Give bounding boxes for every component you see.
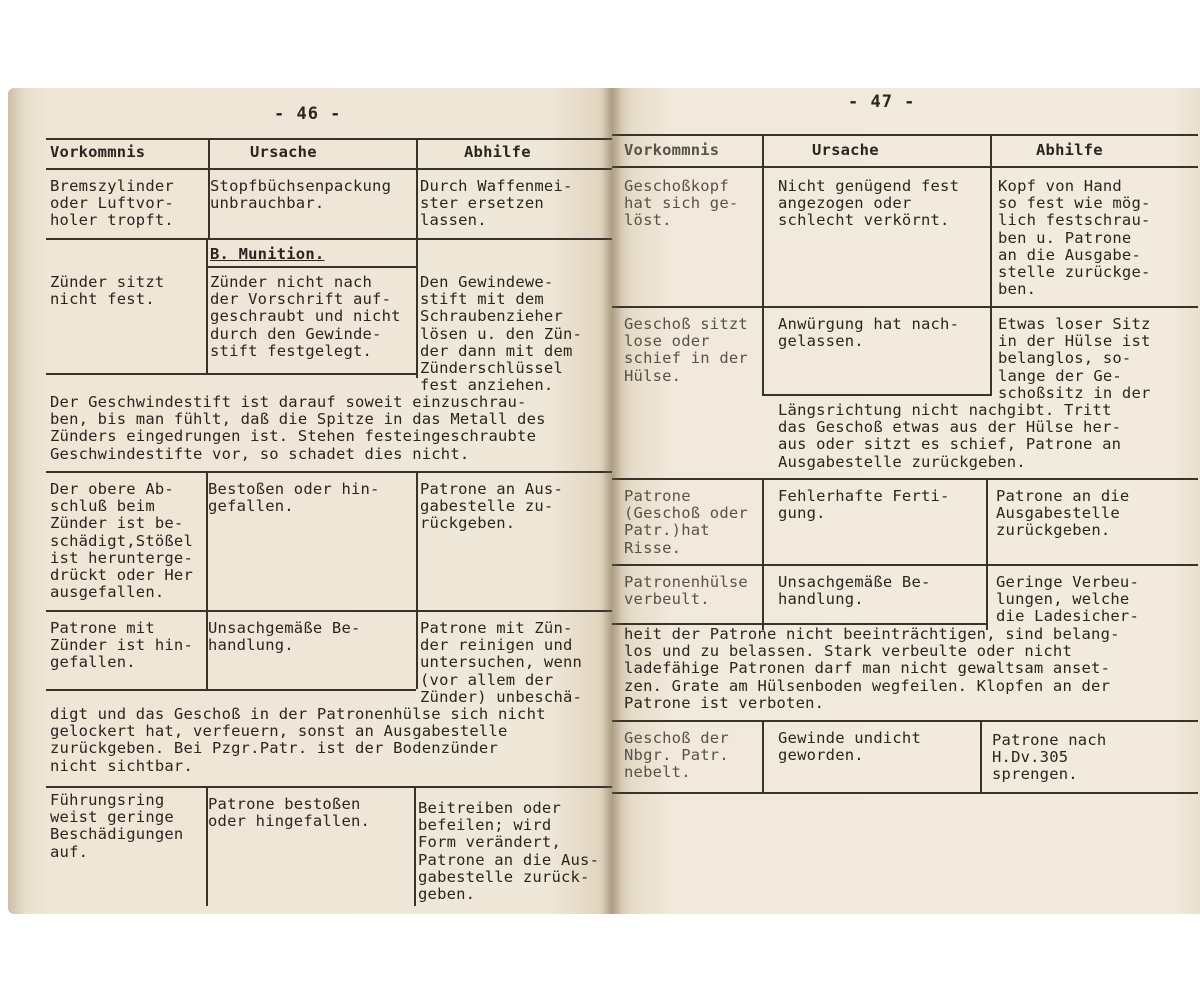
row-rule [612, 478, 1198, 480]
row2-abhilfe: Den Gewindewe- stift mit dem Schraubenzieher lösen u. den Zün- der dann mit dem Zünderschlüssel fest anziehen. [420, 273, 583, 395]
note-paragraph: digt und das Geschoß in der Patronenhülse sich nicht gelockert hat, verfeuern, sonst an Ausgabestelle zurückgeben. Bei Pzgr.Patr. ist der Bodenzünder nicht sichtbar. [50, 705, 546, 775]
header-ursache: Ursache [812, 141, 879, 159]
header-abhilfe: Abhilfe [1036, 141, 1103, 159]
open-book [8, 88, 1200, 914]
row4-vorkommnis: Patronenhülse verbeult. [624, 573, 748, 609]
row2-ursache: Anwürgung hat nach- gelassen. [778, 315, 960, 351]
col-divider [762, 134, 764, 396]
row4-ursache: Unsachgemäße Be- handlung. [208, 619, 361, 655]
header-vorkommnis: Vorkommnis [624, 141, 720, 159]
page-number: - 46 - [274, 104, 342, 124]
note-paragraph: heit der Patrone nicht beeinträchtigen, sind belang- los und zu belassen. Stark verbeulte oder nicht ladefähige Patronen darf man nicht gewaltsam anset- zen. Grate am Hülsenboden wegfeilen. Klopfen an der Patrone ist verboten. [624, 625, 1120, 712]
row4-ursache: Unsachgemäße Be- handlung. [778, 573, 931, 609]
col-divider [414, 786, 416, 906]
page-46 [8, 88, 612, 914]
row4-abhilfe: Geringe Verbeu- lungen, welche die Ladesicher- [996, 573, 1139, 626]
col-divider [762, 720, 764, 792]
col-divider [990, 134, 992, 396]
row-rule [46, 610, 612, 612]
row4-abhilfe: Patrone mit Zün- der reinigen und untersuchen, wenn (vor allem der Zünder) unbeschä- [420, 619, 583, 706]
row4-vorkommnis: Patrone mit Zünder ist hin- gefallen. [50, 619, 193, 672]
col-divider [762, 478, 764, 630]
header-abhilfe: Abhilfe [464, 143, 531, 161]
page-47 [612, 88, 1200, 914]
row3-vorkommnis: Patrone (Geschoß oder Patr.)hat Risse. [624, 487, 748, 557]
table-top-rule [46, 138, 612, 140]
row-rule [46, 471, 612, 473]
table-top-rule [612, 134, 1198, 136]
row3-vorkommnis: Der obere Ab- schluß beim Zünder ist be- schädigt,Stößel ist herunterge- drückt oder Her ausgefallen. [50, 480, 193, 602]
col-divider [416, 138, 418, 378]
col-divider [986, 478, 988, 630]
row-rule [46, 786, 612, 788]
note-paragraph: Der Geschwindestift ist darauf soweit einzuschrau- ben, bis man fühlt, daß die Spitze in das Metall des Zünders eingedrungen ist. Stehen festeingeschraubte Geschwindestifte vor, so schadet dies nicht. [50, 393, 546, 463]
col-divider [980, 720, 982, 792]
row1-abhilfe: Durch Waffenmei- ster ersetzen lassen. [420, 177, 573, 230]
row1-abhilfe: Kopf von Hand so fest wie mög- lich festschrau- ben u. Patrone an die Ausgabe- stelle zurückge- ben. [998, 177, 1151, 299]
row-rule [612, 720, 1198, 722]
row-rule [46, 689, 416, 691]
header-rule [46, 168, 612, 170]
page-number: - 47 - [848, 92, 916, 112]
row1-vorkommnis: Bremszylinder oder Luftvor- holer tropft. [50, 177, 174, 230]
row-rule [612, 564, 1198, 566]
row-rule [208, 266, 416, 268]
row5-vorkommnis: Geschoß der Nbgr. Patr. nebelt. [624, 729, 729, 782]
row5-ursache: Patrone bestoßen oder hingefallen. [208, 795, 371, 831]
row-rule [612, 792, 1198, 794]
row2-abhilfe: Etwas loser Sitz in der Hülse ist belanglos, so- lange der Ge- schoßsitz in der [998, 315, 1151, 402]
row1-ursache: Stopfbüchsenpackung unbrauchbar. [210, 177, 392, 213]
row-rule [612, 306, 1198, 308]
header-rule [612, 166, 1198, 168]
header-ursache: Ursache [250, 143, 317, 161]
row3-ursache: Fehlerhafte Ferti- gung. [778, 487, 950, 523]
row-rule [762, 394, 990, 396]
row2-vorkommnis: Geschoß sitzt lose oder schief in der Hülse. [624, 315, 748, 385]
row-rule [46, 373, 416, 375]
row5-ursache: Gewinde undicht geworden. [778, 729, 921, 765]
row-rule [46, 238, 612, 240]
row5-abhilfe: Beitreiben oder befeilen; wird Form verändert, Patrone an die Aus- gabestelle zurück- geben. [418, 799, 600, 904]
row3-ursache: Bestoßen oder hin- gefallen. [208, 480, 380, 516]
header-vorkommnis: Vorkommnis [50, 143, 146, 161]
row5-vorkommnis: Führungsring weist geringe Beschädigungen auf. [50, 791, 184, 861]
row1-ursache: Nicht genügend fest angezogen oder schlecht verkörnt. [778, 177, 960, 230]
row1-vorkommnis: Geschoßkopf hat sich ge- löst. [624, 177, 739, 230]
row5-abhilfe: Patrone nach H.Dv.305 sprengen. [992, 731, 1107, 784]
book-spine [602, 88, 622, 914]
row2-ursache: Zünder nicht nach der Vorschrift auf- geschraubt und nicht durch den Gewinde- stift festgelegt. [210, 273, 401, 360]
row3-abhilfe: Patrone an Aus- gabestelle zu- rückgeben. [420, 480, 563, 533]
note-paragraph: Längsrichtung nicht nachgibt. Tritt das Geschoß etwas aus der Hülse her- aus oder sitzt es schief, Patrone an Ausgabestelle zurückgeben. [778, 401, 1122, 471]
col-divider [206, 238, 208, 373]
row2-vorkommnis: Zünder sitzt nicht fest. [50, 273, 165, 309]
section-heading: B. Munition. [210, 245, 325, 263]
col-divider [416, 471, 418, 689]
row3-abhilfe: Patrone an die Ausgabestelle zurückgeben. [996, 487, 1130, 540]
